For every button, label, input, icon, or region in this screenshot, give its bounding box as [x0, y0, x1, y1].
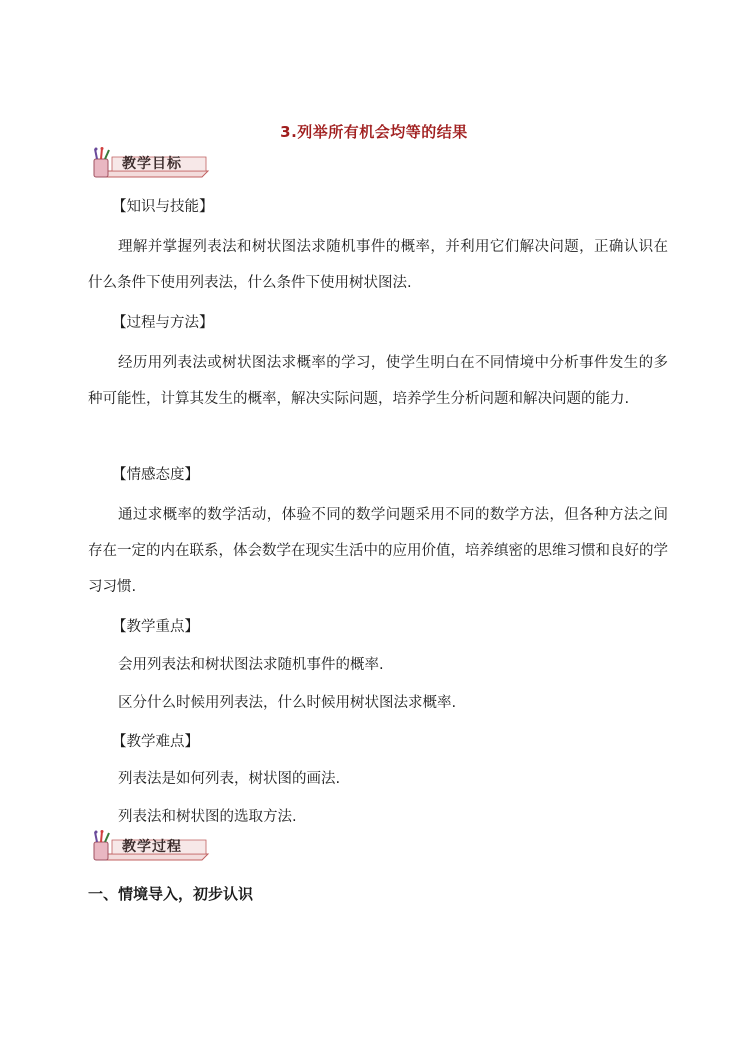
section-label-objectives: 教学目标 [122, 156, 182, 172]
difficult-line-1: 列表法是如何列表，树状图的画法. [118, 771, 341, 787]
knowledge-heading: 【知识与技能】 [112, 199, 214, 215]
process-text: 经历用列表法或树状图法求概率的学习，使学生明白在不同情境中分析事件发生的多种可能性，计算其发生的概率，解决实际问题，培养学生分析问题和解决问题的能力. [88, 355, 668, 407]
page-title: 3.列举所有机会均等的结果 [280, 123, 468, 141]
section-header-process [88, 830, 218, 866]
emotion-text: 通过求概率的数学活动，体验不同的数学问题采用不同的数学方法，但各种方法之间存在一定的内在联系，体会数学在现实生活中的应用价值，培养缜密的思维习惯和良好的学习习惯. [88, 507, 668, 595]
emotion-heading: 【情感态度】 [112, 467, 199, 483]
key-heading: 【教学重点】 [112, 619, 199, 635]
section-header-objectives [88, 147, 218, 183]
key-line-2: 区分什么时候用列表法，什么时候用树状图法求概率. [118, 695, 457, 711]
section-label-process: 教学过程 [122, 839, 182, 855]
difficult-line-2: 列表法和树状图的选取方法. [118, 809, 297, 825]
key-line-1: 会用列表法和树状图法求随机事件的概率. [118, 657, 384, 673]
part-heading-1: 一、情境导入，初步认识 [88, 885, 254, 903]
process-heading: 【过程与方法】 [112, 315, 214, 331]
difficult-heading: 【教学难点】 [112, 734, 199, 750]
knowledge-text: 理解并掌握列表法和树状图法求随机事件的概率，并利用它们解决问题，正确认识在什么条件下使用列表法，什么条件下使用树状图法. [88, 239, 668, 291]
